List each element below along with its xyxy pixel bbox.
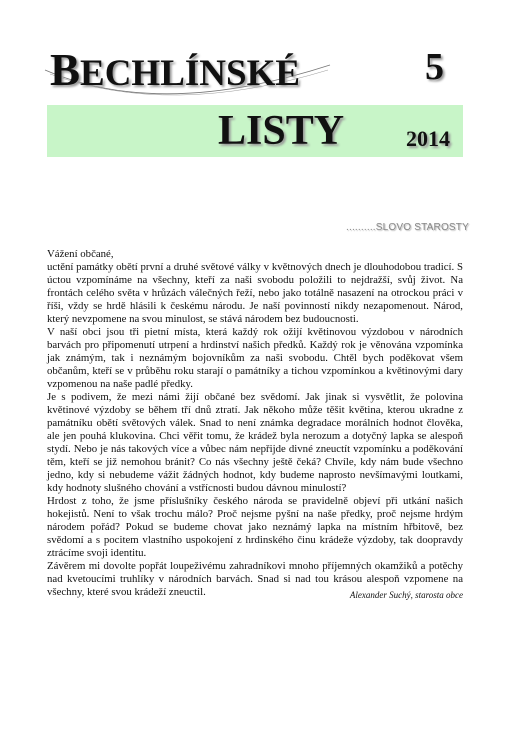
article-paragraph: V naší obci jsou tři pietní místa, která každý rok ožijí květinovou výzdobou v národních barvách pro připomenutí utrpení a hrdinství našich předků. Každý rok je věnována vzpomínka jak známým, tak i neznámým bojovníkům za naši svobodu. Chtěl bych poděkovat všem občanům, kteří se v průběhu roku starají o památníky a tichou vzpomínkou a květinovými dary vzpomenou na naše padlé předky. — [47, 326, 463, 390]
masthead-title-initial: B — [50, 45, 81, 95]
issue-number: 5 — [425, 46, 444, 88]
article-greeting: Vážení občané, — [47, 248, 114, 260]
article-paragraph: Je s podivem, že mezi námi žijí občané bez svědomí. Jak jinak si vysvětlit, že polovina květinové výzdoby se během tří dnů ztratí. Jak někoho může těšit květina, kterou ukradne z památníku obětí světových válek. Snad to není známka degradace morálních hodnot člověka, ale jen pouhá klukovina. Chci věřit tomu, že krádež byla nerozum a dotyčný lapka se alespoň stydí. Nebo je nás takových více a vůbec nám nepřijde divné zneuctít vzpomínku a poděkování těm, kteří se již nemohou bránit? Co nás všechny ještě čeká? Chvíle, kdy nám bude všechno jedno, kdy si nebudeme vážit žádných hodnot, kdy budeme naprosto nevšímavými loutkami, kdy hodnoty slušného chování a vstřícnosti budou dávnou minulostí? — [47, 391, 463, 494]
article-paragraph: uctění památky obětí první a druhé světové války v květnových dnech je dlouhodobou tradicí. S úctou vzpomínáme na všechny, kteří za naši svobodu položili to nejdražší, svůj život. Na frontách celého světa v hrůzách válečných řeží, nebo jako totálně nasazení na otrockou práci v říši, vždy se hrdě hlásili k českému národu. Je naší povinností nikdy nezapomenout. Národ, který nevzpomene na svou minulost, se stává národem bez budoucnosti. — [47, 261, 463, 325]
issue-year: 2014 — [406, 126, 450, 151]
masthead-title-line1 — [50, 45, 301, 95]
masthead-title-rest: ECHLÍNSKÉ — [80, 53, 301, 94]
masthead-title-line2: LISTY — [218, 108, 345, 154]
article-signature: Alexander Suchý, starosta obce — [349, 590, 463, 600]
section-tag: ..........SLOVO STAROSTY — [346, 222, 469, 233]
article-body — [47, 248, 463, 599]
article-paragraph: Hrdost z toho, že jsme příslušníky českého národa se pravidelně objeví při utkání našich hokejistů. Není to však trochu málo? Proč nejsme pyšní na naše předky, proč nejsme hrdým národem pořád? Pokud se budeme chovat jako neznámý lapka na místním hřbitově, bez svědomí a s pocitem vlastního uspokojení z hrdinského činu krádeže výzdoby, tak doopravdy ztrácíme svoji identitu. — [47, 495, 463, 559]
article-paragraph: Závěrem mi dovolte popřát loupeživému zahradníkovi mnoho příjemných okamžiků a potěchy nad kvetoucími truhlíky v národních barvách. Snad si nad tou krásou alespoň vzpomene na všechny, které svou krádeží zneuctil. — [47, 560, 463, 598]
